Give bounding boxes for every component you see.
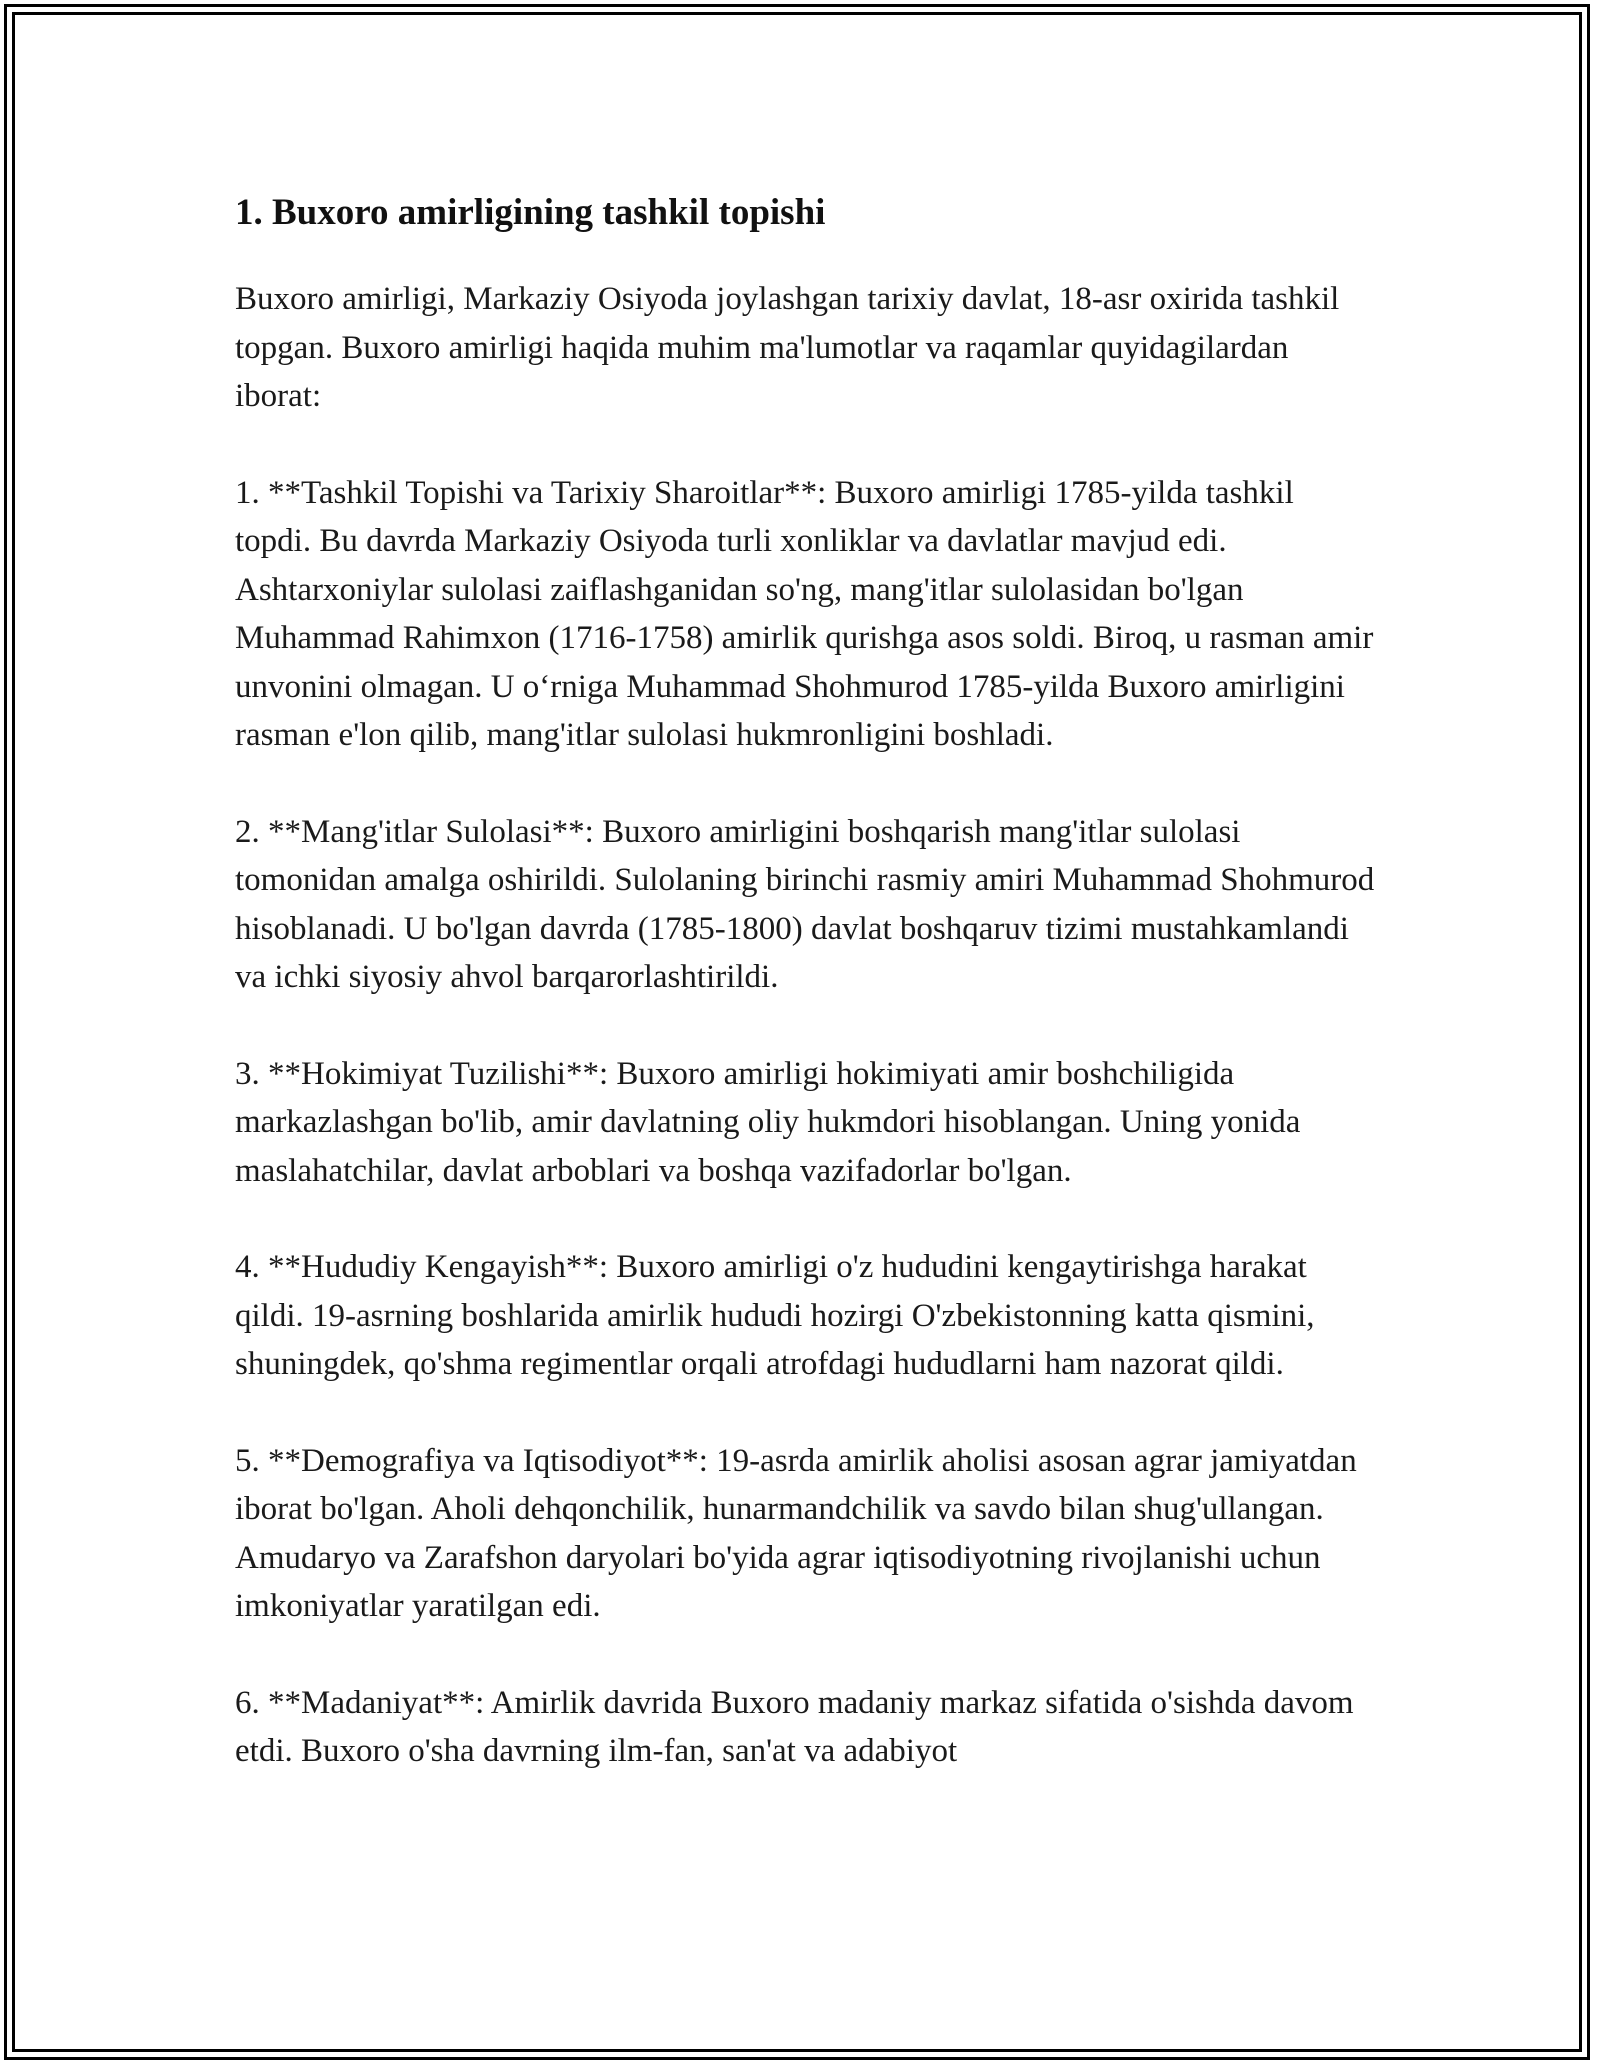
section-heading: 1. Buxoro amirligining tashkil topishi <box>235 192 826 233</box>
paragraph-demografiya: 5. **Demografiya va Iqtisodiyot**: 19-asrda amirlik aholisi asosan agrar jamiyatdan iborat bo'lgan. Aholi dehqonchilik, hunarmandchilik va savdo bilan shug'ullangan. Amudaryo va Zarafshon daryolari bo'yida agrar iqtisodiyotning rivojlanishi uchun imkoniyatlar yaratilgan edi. <box>235 1442 1357 1624</box>
intro-paragraph: Buxoro amirligi, Markaziy Osiyoda joylashgan tarixiy davlat, 18-asr oxirida tashkil topgan. Buxoro amirligi haqida muhim ma'lumotlar va raqamlar quyidagilardan iborat: <box>235 281 1340 414</box>
paragraph-tashkil-topishi: 1. **Tashkil Topishi va Tarixiy Sharoitlar**: Buxoro amirligi 1785-yilda tashkil topdi. Bu davrda Markaziy Osiyoda turli xonliklar va davlatlar mavjud edi. Ashtarxoniylar sulolasi zaiflashganidan so'ng, mang'itlar sulolasidan bo'lgan Muhammad Rahimxon (1716-1758) amirlik qurishga asos soldi. Biroq, u rasman amir unvonini olmagan. U o‘rniga Muhammad Shohmurod 1785-yilda Buxoro amirligini rasman e'lon qilib, mang'itlar sulolasi hukmronligini boshladi. <box>235 474 1374 753</box>
paragraph-hududiy-kengayish: 4. **Hududiy Kengayish**: Buxoro amirligi o'z hududini kengaytirishga harakat qildi. 19-asrning boshlarida amirlik hududi hozirgi O'zbekistonning katta qismini, shuningdek, qo'shma regimentlar orqali atrofdagi hududlarni ham nazorat qildi. <box>235 1249 1315 1382</box>
paragraph-hokimiyat-tuzilishi: 3. **Hokimiyat Tuzilishi**: Buxoro amirligi hokimiyati amir boshchiligida markazlashgan bo'lib, amir davlatning oliy hukmdori hisoblangan. Uning yonida maslahatchilar, davlat arboblari va boshqa vazifadorlar bo'lgan. <box>235 1055 1301 1189</box>
document-body <box>235 185 1375 1824</box>
paragraph-mangitlar-sulolasi: 2. **Mang'itlar Sulolasi**: Buxoro amirligini boshqarish mang'itlar sulolasi tomonidan amalga oshirildi. Sulolaning birinchi rasmiy amiri Muhammad Shohmurod hisoblanadi. U bo'lgan davrda (1785-1800) davlat boshqaruv tizimi mustahkamlandi va ichki siyosiy ahvol barqarorlashtirildi. <box>235 813 1375 995</box>
paragraph-madaniyat: 6. **Madaniyat**: Amirlik davrida Buxoro madaniy markaz sifatida o'sishda davom etdi. Buxoro o'sha davrning ilm-fan, san'at va adabiyot <box>235 1684 1354 1769</box>
